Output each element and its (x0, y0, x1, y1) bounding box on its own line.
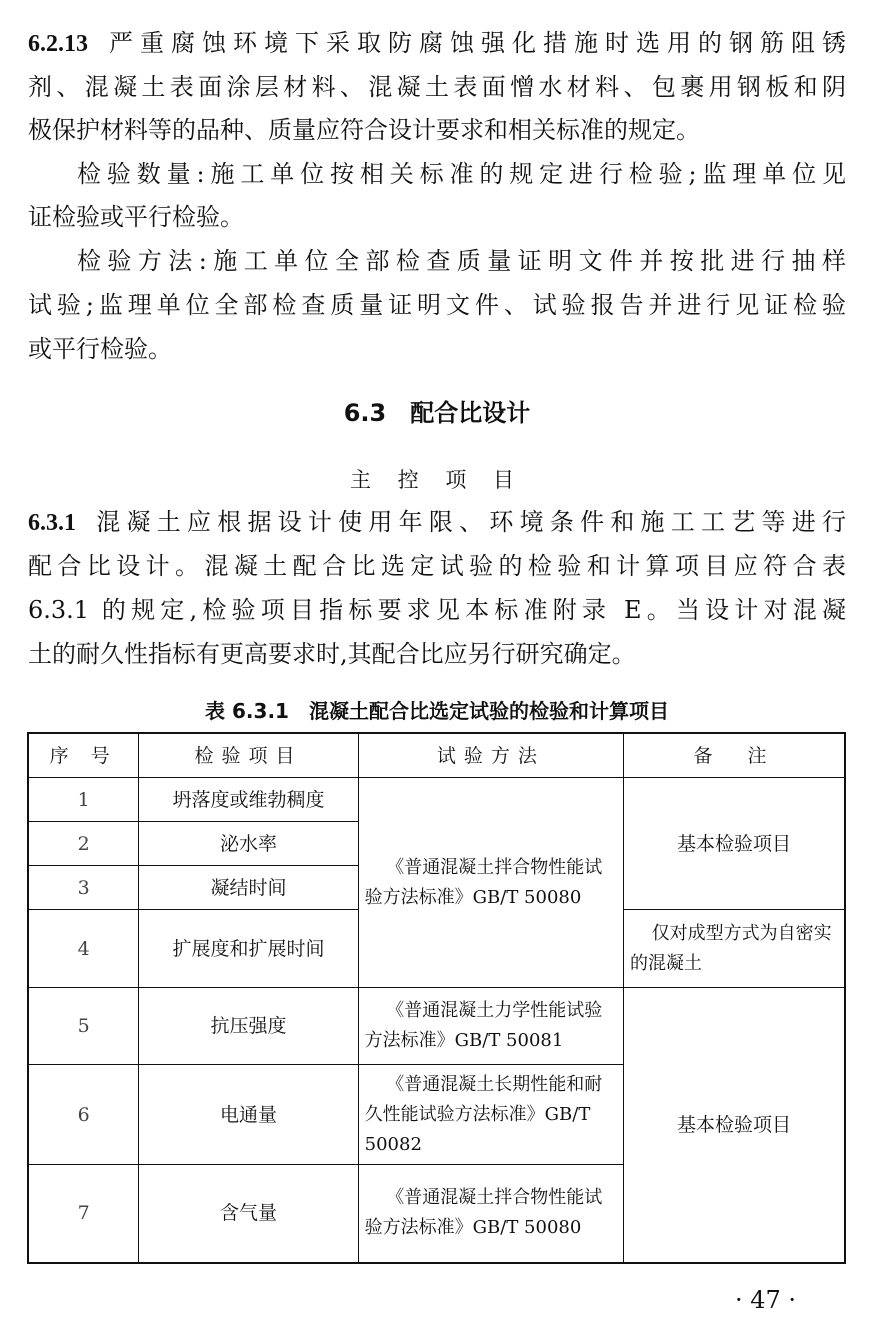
subheading: 主 控 项 目 (349, 468, 525, 492)
row-number: 7 (28, 1165, 139, 1263)
inspection-quantity: 检验数量:施工单位按相关标准的规定进行检验;监理单位见 (77, 160, 846, 188)
text-line: 配合比设计。混凝土配合比选定试验的检验和计算项目应符合表 (28, 552, 846, 580)
row-item: 泌水率 (139, 822, 358, 866)
text-line: 6.3.1 的规定,检验项目指标要求见本标准附录 E。当设计对混凝 (28, 596, 846, 624)
text-line: 剂、混凝土表面涂层材料、混凝土表面憎水材料、包裹用钢板和阴 (28, 73, 846, 101)
text-line: 试验;监理单位全部检查质量证明文件、试验报告并进行见证检验 (28, 291, 846, 319)
row-note: 基本检验项目 (624, 778, 846, 910)
text-line: 土的耐久性指标有更高要求时,其配合比应另行研究确定。 (28, 640, 636, 668)
row-item: 电通量 (139, 1065, 358, 1165)
row-number: 5 (28, 988, 139, 1065)
row-method: 《普通混凝土力学性能试验方法标准》GB/T 50081 (358, 988, 623, 1065)
row-number: 6 (28, 1065, 139, 1165)
text-line: 极保护材料等的品种、质量应符合设计要求和相关标准的规定。 (28, 116, 700, 144)
row-method: 《普通混凝土拌合物性能试验方法标准》GB/T 50080 (358, 1165, 623, 1263)
clause-number: 6.2.13 (28, 31, 88, 57)
row-number: 1 (28, 778, 139, 822)
table-header-row (28, 733, 845, 778)
text-line: 或平行检验。 (28, 335, 172, 363)
table-caption: 表 6.3.1 混凝土配合比选定试验的检验和计算项目 (205, 699, 669, 723)
clause-number: 6.3.1 (28, 510, 76, 536)
page-number: · 47 · (735, 1286, 797, 1314)
header-cell: 备 注 (624, 733, 846, 778)
text-line: 证检验或平行检验。 (28, 203, 244, 231)
row-number: 3 (28, 866, 139, 910)
text-line: 严重腐蚀环境下采取防腐蚀强化措施时选用的钢筋阻锈 (102, 29, 846, 57)
row-number: 4 (28, 910, 139, 988)
row-note: 仅对成型方式为自密实的混凝土 (624, 910, 846, 988)
section-heading: 6.3 配合比设计 (343, 399, 531, 427)
row-item: 含气量 (139, 1165, 358, 1263)
row-note: 基本检验项目 (624, 988, 846, 1263)
row-method: 《普通混凝土长期性能和耐久性能试验方法标准》GB/T 50082 (358, 1065, 623, 1165)
header-cell: 检验项目 (139, 733, 358, 778)
inspection-method: 检验方法:施工单位全部检查质量证明文件并按批进行抽样 (77, 247, 846, 275)
inspection-table (27, 732, 846, 1264)
table-row (28, 778, 845, 822)
row-item: 抗压强度 (139, 988, 358, 1065)
table-row (28, 988, 845, 1065)
header-cell: 序 号 (28, 733, 139, 778)
row-item: 凝结时间 (139, 866, 358, 910)
header-cell: 试验方法 (358, 733, 623, 778)
row-method: 《普通混凝土拌合物性能试验方法标准》GB/T 50080 (358, 778, 623, 988)
row-item: 坍落度或维勃稠度 (139, 778, 358, 822)
text-line: 混凝土应根据设计使用年限、环境条件和施工工艺等进行 (90, 508, 846, 536)
row-number: 2 (28, 822, 139, 866)
row-item: 扩展度和扩展时间 (139, 910, 358, 988)
